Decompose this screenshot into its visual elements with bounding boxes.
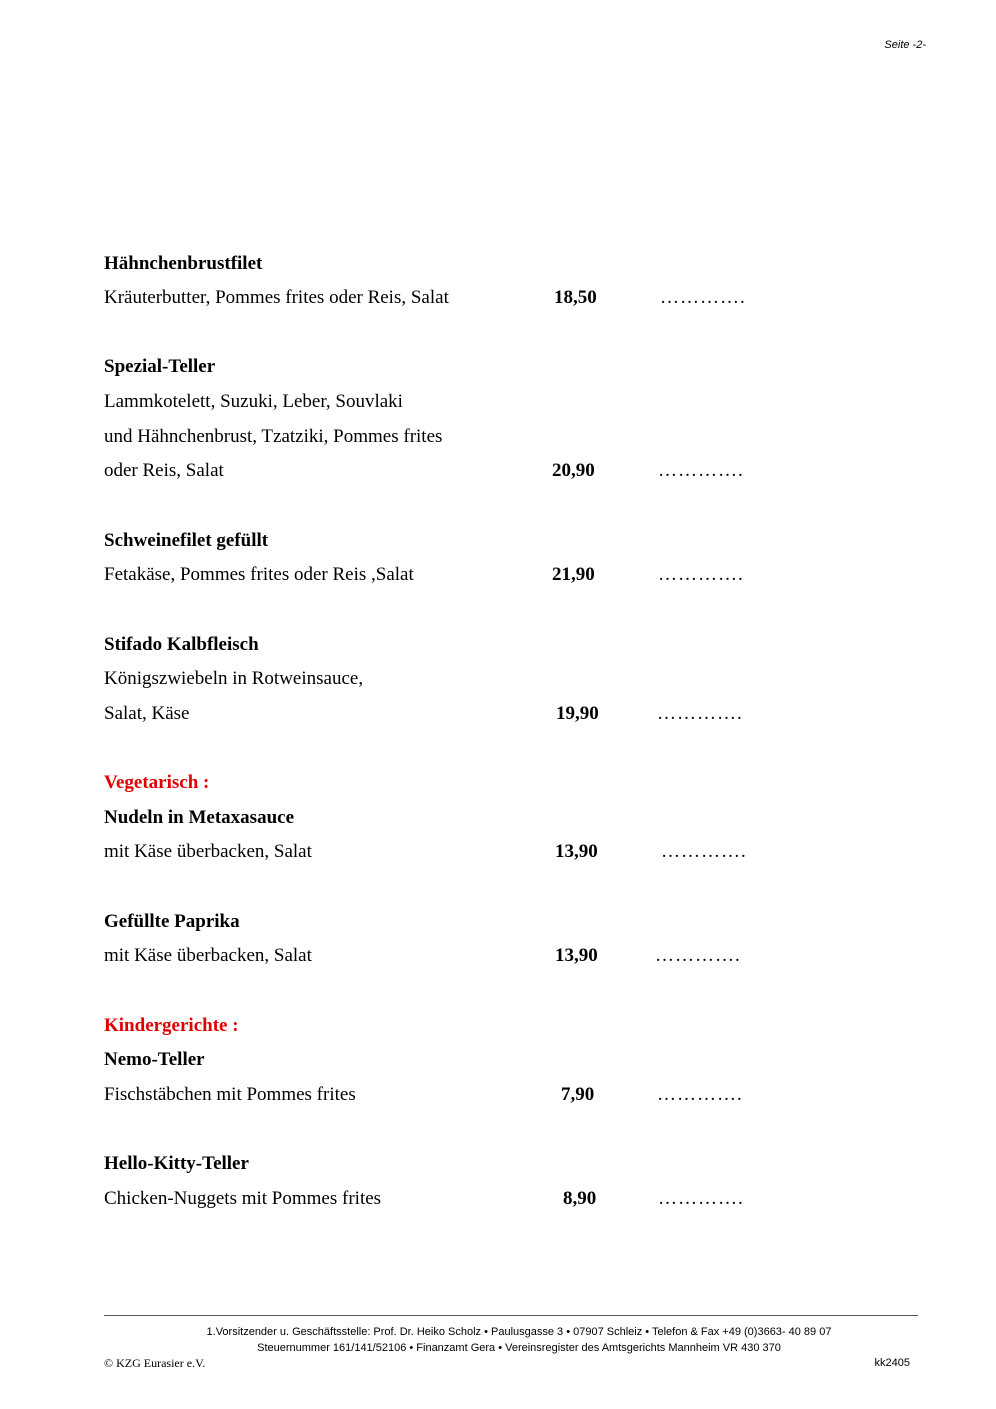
item-price: 8,90: [563, 1188, 597, 1209]
item-title: Gefüllte Paprika: [104, 911, 240, 932]
item-price: 13,90: [555, 945, 598, 966]
item-price: 20,90: [552, 460, 595, 481]
item-description: Chicken-Nuggets mit Pommes frites: [104, 1188, 382, 1209]
order-dots: ………….: [655, 945, 741, 966]
item-price: 21,90: [552, 564, 595, 585]
section-heading-vegetarisch: Vegetarisch :: [104, 772, 210, 793]
item-title: Schweinefilet gefüllt: [104, 530, 269, 551]
page-number: Seite -2-: [884, 39, 926, 51]
item-description: Salat, Käse: [104, 703, 190, 724]
copyright-notice: © KZG Eurasier e.V.: [104, 1356, 206, 1370]
footer-divider: [104, 1315, 918, 1316]
document-code: kk2405: [874, 1357, 910, 1369]
item-description: mit Käse überbacken, Salat: [104, 945, 312, 966]
item-description: Kräuterbutter, Pommes frites oder Reis, Salat: [104, 287, 449, 308]
item-description: Fischstäbchen mit Pommes frites: [104, 1084, 356, 1105]
item-description: und Hähnchenbrust, Tzatziki, Pommes frites: [104, 426, 443, 447]
item-title: Nudeln in Metaxasauce: [104, 807, 294, 828]
item-price: 13,90: [555, 841, 598, 862]
item-title: Hello-Kitty-Teller: [104, 1153, 249, 1174]
footer-registry: Steuernummer 161/141/52106 • Finanzamt Gera • Vereinsregister des Amtsgerichts Mannheim VR 430 370: [257, 1342, 781, 1354]
item-description: Fetakäse, Pommes frites oder Reis ,Salat: [104, 564, 414, 585]
item-price: 19,90: [556, 703, 599, 724]
item-description: mit Käse überbacken, Salat: [104, 841, 312, 862]
item-description: oder Reis, Salat: [104, 460, 224, 481]
order-dots: ………….: [661, 841, 747, 862]
item-description: Königszwiebeln in Rotweinsauce,: [104, 668, 364, 689]
order-dots: ………….: [658, 1188, 744, 1209]
order-dots: ………….: [660, 287, 746, 308]
item-price: 18,50: [554, 287, 597, 308]
item-title: Stifado Kalbfleisch: [104, 634, 259, 655]
footer-address: 1.Vorsitzender u. Geschäftsstelle: Prof. Dr. Heiko Scholz • Paulusgasse 3 • 07907 Schleiz • Telefon & Fax +49 (0)3663- 40 89 07: [206, 1326, 832, 1338]
item-title: Spezial-Teller: [104, 356, 216, 377]
item-description: Lammkotelett, Suzuki, Leber, Souvlaki: [104, 391, 403, 412]
section-heading-kindergerichte: Kindergerichte :: [104, 1015, 239, 1036]
item-price: 7,90: [561, 1084, 595, 1105]
order-dots: ………….: [657, 1084, 743, 1105]
item-title: Hähnchenbrustfilet: [104, 253, 263, 274]
order-dots: ………….: [657, 703, 743, 724]
item-title: Nemo-Teller: [104, 1049, 205, 1070]
order-dots: ………….: [658, 564, 744, 585]
order-dots: ………….: [658, 460, 744, 481]
